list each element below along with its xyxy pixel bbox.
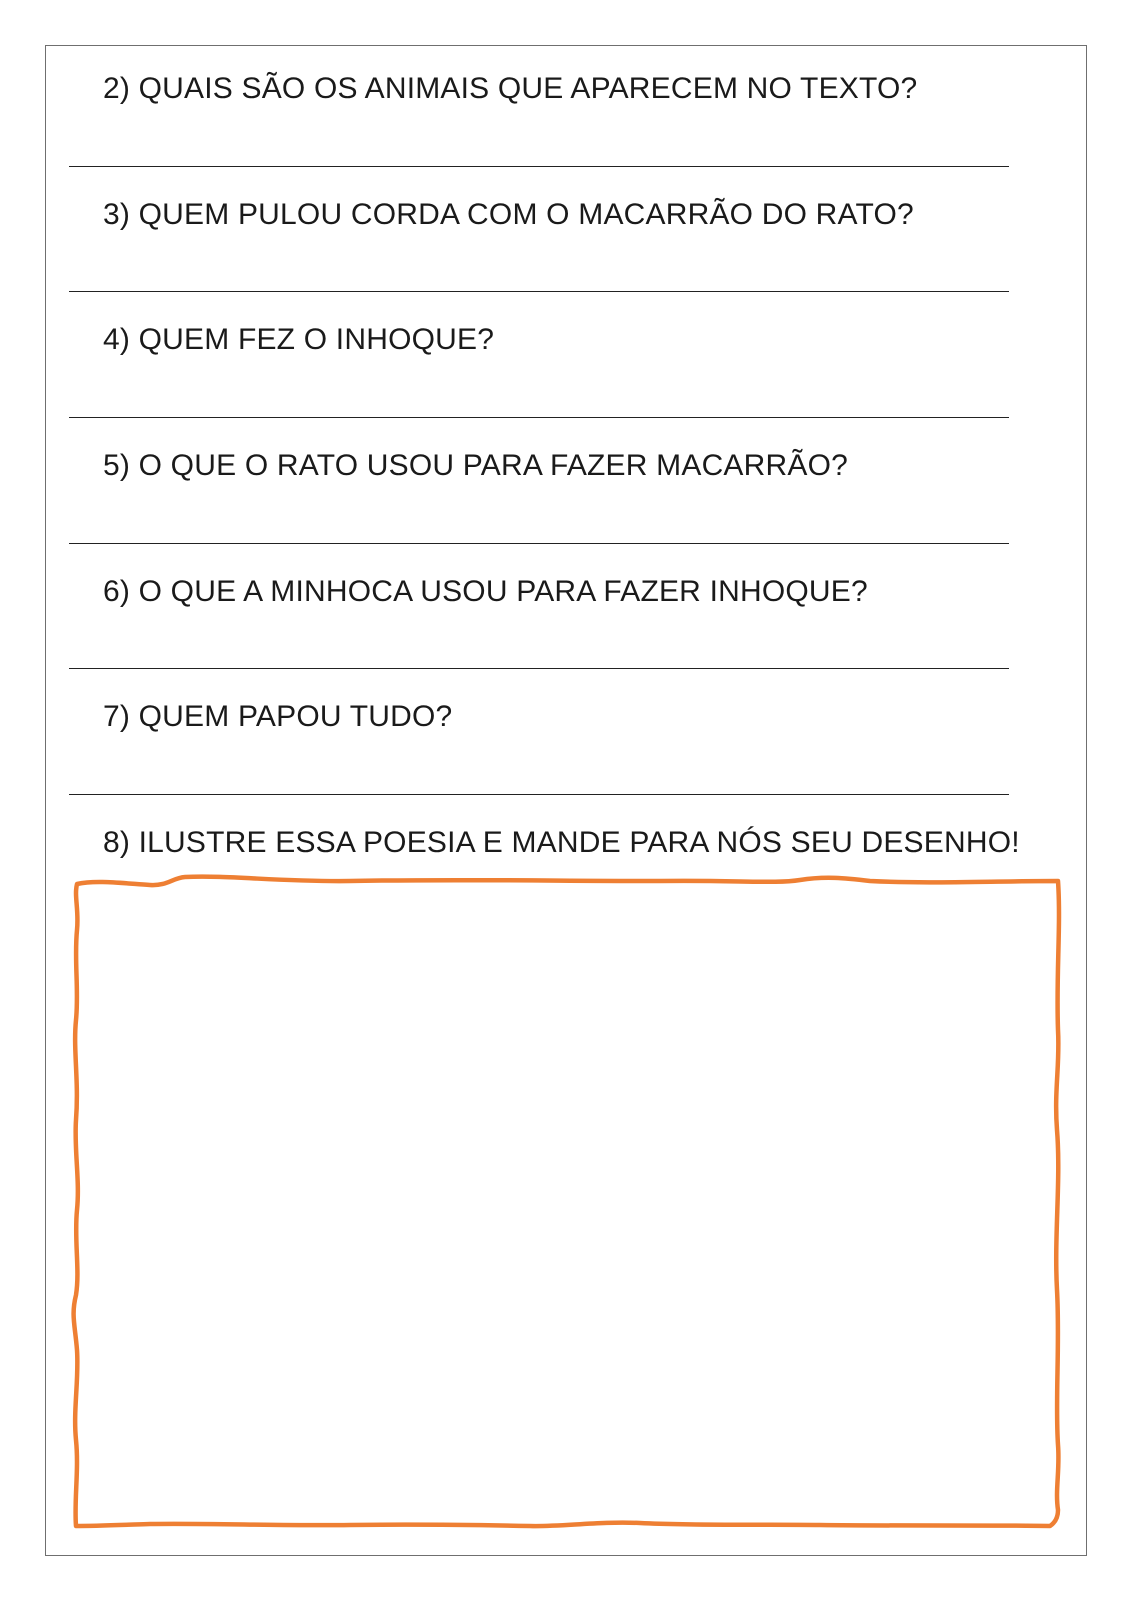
answer-line-5[interactable] — [69, 543, 1009, 544]
question-5: 5) O QUE O RATO USOU PARA FAZER MACARRÃO? — [103, 449, 849, 482]
question-6: 6) O QUE A MINHOCA USOU PARA FAZER INHOQUE? — [103, 575, 868, 608]
answer-line-6[interactable] — [69, 668, 1009, 669]
answer-line-7[interactable] — [69, 794, 1009, 795]
question-3: 3) QUEM PULOU CORDA COM O MACARRÃO DO RATO? — [103, 198, 914, 231]
page-border — [45, 45, 1087, 1556]
answer-line-4[interactable] — [69, 417, 1009, 418]
answer-line-2[interactable] — [69, 166, 1009, 167]
question-2: 2) QUAIS SÃO OS ANIMAIS QUE APARECEM NO TEXTO? — [103, 72, 918, 105]
question-4: 4) QUEM FEZ O INHOQUE? — [103, 323, 495, 356]
question-8: 8) ILUSTRE ESSA POESIA E MANDE PARA NÓS SEU DESENHO! — [103, 826, 1020, 859]
answer-line-3[interactable] — [69, 291, 1009, 292]
question-7: 7) QUEM PAPOU TUDO? — [103, 700, 453, 733]
